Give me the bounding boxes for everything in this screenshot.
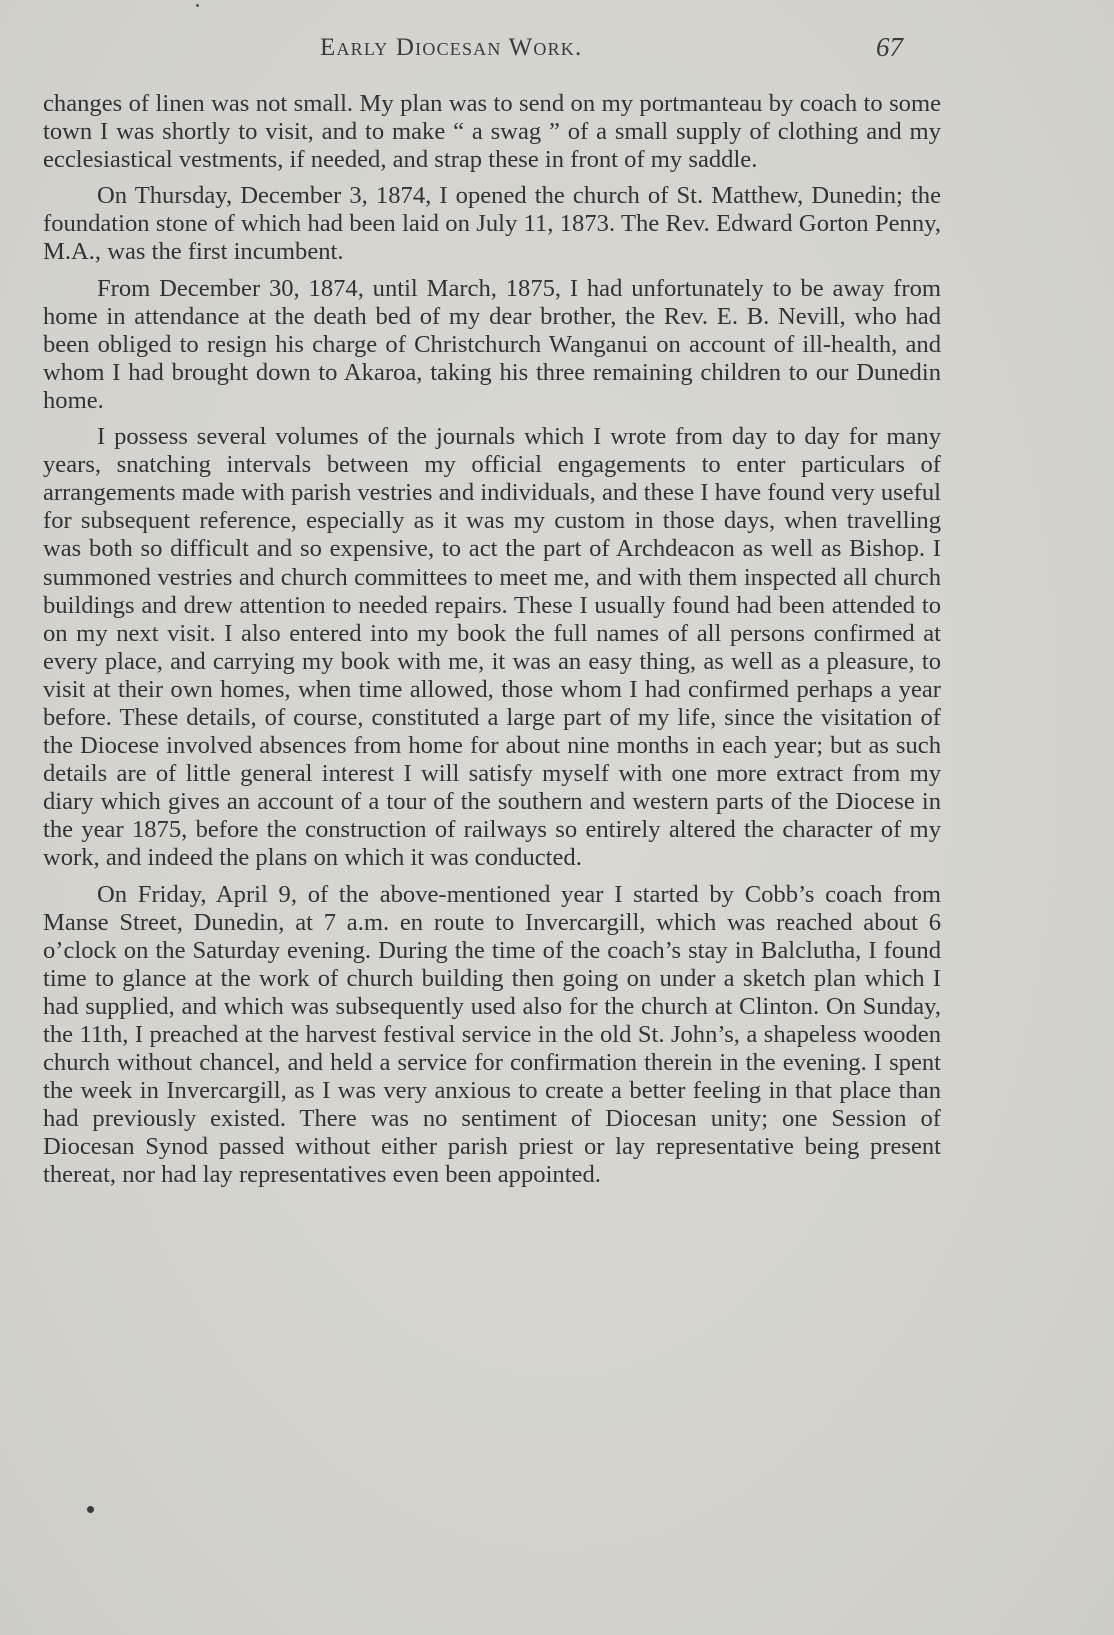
paragraph-4: I possess several volumes of the journals which I wrote from day to day for many years, snatching intervals between my official engagements to enter particulars of arrangements made with parish vestries and individuals, and these I have found very useful for subsequent reference, especially as it was my custom in those days, when travelling was both so difficult and so expensive, to act the part of Archdeacon as well as Bishop. I summoned vestries and church committees to meet me, and with them inspected all church buildings and drew attention to needed repairs. These I usually found had been attended to on my next visit. I also entered into my book the full names of all persons confirmed at every place, and carrying my book with me, it was an easy thing, as well as a pleasure, to visit at their own homes, when time allowed, those whom I had confirmed perhaps a year before. These details, of course, constituted a large part of my life, since the visitation of the Diocese involved absences from home for about nine months in each year; but as such details are of little general interest I will satisfy myself with one more extract from my diary which gives an account of a tour of the southern and western parts of the Diocese in the year 1875, before the construction of railways so entirely altered the character of my work, and indeed the plans on which it was conducted.	[43, 423, 941, 872]
running-title: Early Diocesan Work.	[320, 34, 583, 61]
ink-dot	[87, 1506, 94, 1513]
running-head	[0, 34, 1114, 66]
paragraph-2: On Thursday, December 3, 1874, I opened the church of St. Matthew, Dunedin; the foundation stone of which had been laid on July 11, 1873. The Rev. Edward Gorton Penny, M.A., was the first incumbent.	[43, 182, 941, 266]
paragraph-1: changes of linen was not small. My plan was to send on my portmanteau by coach to some town I was shortly to visit, and to make “ a swag ” of a small supply of clothing and my ecclesiastical vestments, if needed, and strap these in front of my saddle.	[43, 90, 941, 174]
body-text	[43, 90, 941, 1198]
paragraph-3: From December 30, 1874, until March, 1875, I had unfortunately to be away from home in attendance at the death bed of my dear brother, the Rev. E. B. Nevill, who had been obliged to resign his charge of Christchurch Wanganui on account of ill-health, and whom I had brought down to Akaroa, taking his three remaining children to our Dunedin home.	[43, 274, 941, 414]
paragraph-5: On Friday, April 9, of the above-mentioned year I started by Cobb’s coach from Manse Street, Dunedin, at 7 a.m. en route to Invercargill, which was reached about 6 o’clock on the Saturday evening. During the time of the coach’s stay in Balclutha, I found time to glance at the work of church building then going on under a sketch plan which I had supplied, and which was subsequently used also for the church at Clinton. On Sunday, the 11th, I preached at the harvest festival service in the old St. John’s, a shapeless wooden church without chancel, and held a service for confirmation therein in the evening. I spent the week in Invercargill, as I was very anxious to create a better feeling in that place than had previously existed. There was no sentiment of Diocesan unity; one Session of Diocesan Synod passed without either parish priest or lay representative being present thereat, nor had lay representatives even been appointed.	[43, 880, 941, 1189]
page-number: 67	[876, 32, 903, 62]
ink-speck	[196, 4, 199, 7]
